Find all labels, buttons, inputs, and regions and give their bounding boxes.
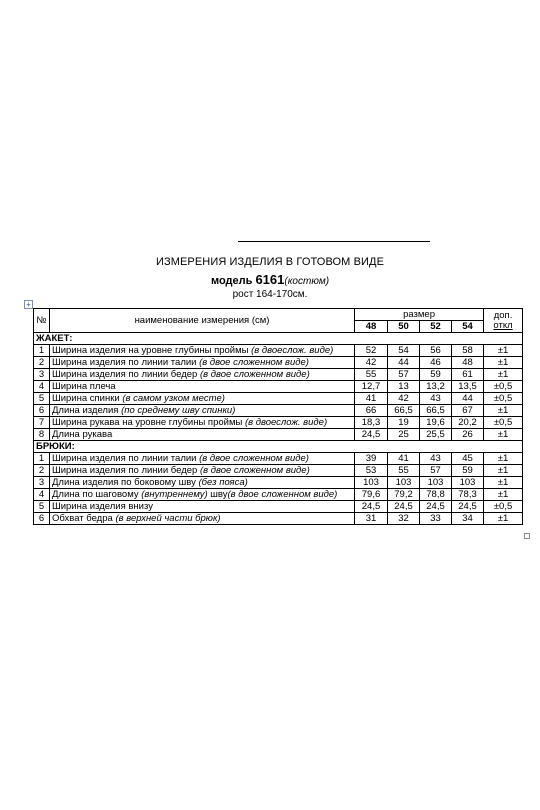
size-value: 59 bbox=[420, 369, 452, 381]
measurement-name: Длина изделия bbox=[52, 405, 119, 416]
col-header-number: № bbox=[34, 309, 50, 333]
size-52: 52 bbox=[420, 321, 452, 333]
size-value: 57 bbox=[388, 369, 420, 381]
measurement-name-cell bbox=[50, 501, 355, 513]
measurement-note: (в двое сложенном виде) bbox=[199, 465, 310, 476]
size-value: 34 bbox=[452, 513, 484, 525]
size-value: 13,5 bbox=[452, 381, 484, 393]
tolerance-value: ±1 bbox=[484, 405, 523, 417]
measurement-name-cell bbox=[50, 417, 355, 429]
measurement-name: Длина рукава bbox=[52, 429, 113, 440]
size-value: 78,8 bbox=[420, 489, 452, 501]
size-value: 103 bbox=[388, 477, 420, 489]
row-number: 2 bbox=[34, 465, 50, 477]
measurement-name: Ширина изделия по линии бедер bbox=[52, 465, 198, 476]
size-value: 33 bbox=[420, 513, 452, 525]
size-value: 103 bbox=[452, 477, 484, 489]
size-value: 52 bbox=[355, 345, 388, 357]
size-value: 66,5 bbox=[388, 405, 420, 417]
table-row bbox=[34, 465, 523, 477]
size-value: 26 bbox=[452, 429, 484, 441]
measurement-name-cell bbox=[50, 429, 355, 441]
table-row bbox=[34, 501, 523, 513]
row-number: 6 bbox=[34, 513, 50, 525]
row-number: 4 bbox=[34, 489, 50, 501]
size-value: 58 bbox=[452, 345, 484, 357]
tolerance-value: ±1 bbox=[484, 465, 523, 477]
measurement-name-cell bbox=[50, 453, 355, 465]
measurement-note: (без пояса) bbox=[198, 477, 248, 488]
tolerance-value: ±0,5 bbox=[484, 501, 523, 513]
size-value: 53 bbox=[355, 465, 388, 477]
table-row bbox=[34, 381, 523, 393]
measurement-name-cell bbox=[50, 489, 355, 501]
height-range: рост 164-170см. bbox=[232, 289, 308, 300]
table-row bbox=[34, 417, 523, 429]
row-number: 1 bbox=[34, 453, 50, 465]
measurement-name-cell bbox=[50, 393, 355, 405]
col-header-tolerance bbox=[484, 309, 523, 333]
size-value: 24,5 bbox=[388, 501, 420, 513]
size-value: 56 bbox=[420, 345, 452, 357]
size-value: 103 bbox=[420, 477, 452, 489]
col-header-tolerance-2: откл bbox=[493, 319, 513, 331]
measurement-note: (в двое сложенном виде) bbox=[199, 369, 310, 380]
measurement-name-cell bbox=[50, 513, 355, 525]
size-value: 42 bbox=[355, 357, 388, 369]
measurement-name: Ширина изделия на уровне глубины проймы bbox=[52, 345, 249, 356]
table-row bbox=[34, 393, 523, 405]
measurement-name: Обхват бедра bbox=[52, 513, 113, 524]
header-rule bbox=[238, 241, 430, 242]
row-number: 3 bbox=[34, 369, 50, 381]
table-move-handle-icon[interactable]: + bbox=[24, 300, 33, 309]
size-value: 55 bbox=[388, 465, 420, 477]
size-value: 25 bbox=[388, 429, 420, 441]
measurement-name-cell bbox=[50, 405, 355, 417]
tolerance-value: ±0,5 bbox=[484, 417, 523, 429]
table-row bbox=[34, 477, 523, 489]
size-value: 12,7 bbox=[355, 381, 388, 393]
size-value: 59 bbox=[452, 465, 484, 477]
size-value: 66,5 bbox=[420, 405, 452, 417]
measurement-note: (в двое сложенном виде) bbox=[227, 489, 338, 500]
size-value: 57 bbox=[420, 465, 452, 477]
table-row bbox=[34, 489, 523, 501]
size-value: 61 bbox=[452, 369, 484, 381]
size-value: 19,6 bbox=[420, 417, 452, 429]
size-value: 18,3 bbox=[355, 417, 388, 429]
row-number: 2 bbox=[34, 357, 50, 369]
table-row bbox=[34, 513, 523, 525]
measurement-name: Ширина спинки bbox=[52, 393, 120, 404]
measurement-name: Ширина плеча bbox=[52, 381, 116, 392]
size-value: 39 bbox=[355, 453, 388, 465]
size-value: 46 bbox=[420, 357, 452, 369]
size-48: 48 bbox=[355, 321, 388, 333]
section-row bbox=[34, 333, 523, 345]
row-number: 5 bbox=[34, 393, 50, 405]
size-value: 13,2 bbox=[420, 381, 452, 393]
measurement-name: Ширина изделия внизу bbox=[52, 501, 153, 512]
section-title: ЖАКЕТ: bbox=[34, 333, 523, 345]
measurements-table-body bbox=[34, 309, 523, 525]
tolerance-value: ±1 bbox=[484, 429, 523, 441]
size-50: 50 bbox=[388, 321, 420, 333]
size-value: 44 bbox=[388, 357, 420, 369]
measurement-name: Ширина изделия по линии бедер bbox=[52, 369, 198, 380]
measurement-name-cell bbox=[50, 477, 355, 489]
size-value: 43 bbox=[420, 453, 452, 465]
tolerance-value: ±0,5 bbox=[484, 381, 523, 393]
measurement-note: (в двое сложенном виде) bbox=[199, 453, 309, 464]
model-note: (костюм) bbox=[284, 276, 330, 287]
row-number: 4 bbox=[34, 381, 50, 393]
measurement-note: (в самом узком месте) bbox=[122, 393, 225, 404]
measurement-name-suffix: шву bbox=[207, 489, 228, 500]
model-number: 6161 bbox=[255, 272, 285, 287]
row-number: 6 bbox=[34, 405, 50, 417]
measurement-name-cell bbox=[50, 345, 355, 357]
measurement-name: Длина изделия по боковому шву bbox=[52, 477, 196, 488]
table-resize-handle-icon[interactable] bbox=[524, 533, 530, 539]
measurement-name: Длина по шаговому bbox=[52, 489, 139, 500]
table-row bbox=[34, 453, 523, 465]
tolerance-value: ±1 bbox=[484, 369, 523, 381]
size-value: 24,5 bbox=[420, 501, 452, 513]
measurement-name-cell bbox=[50, 369, 355, 381]
model-line bbox=[0, 272, 540, 287]
measurement-note: (в верхней части брюк) bbox=[115, 513, 221, 524]
size-value: 67 bbox=[452, 405, 484, 417]
measurements-table bbox=[33, 308, 523, 525]
table-row bbox=[34, 369, 523, 381]
size-value: 45 bbox=[452, 453, 484, 465]
table-row bbox=[34, 405, 523, 417]
measurement-name: Ширина изделия по линии талии bbox=[52, 357, 197, 368]
measurement-name: Ширина рукава на уровне глубины проймы bbox=[52, 417, 243, 428]
size-value: 19 bbox=[388, 417, 420, 429]
size-value: 44 bbox=[452, 393, 484, 405]
tolerance-value: ±1 bbox=[484, 489, 523, 501]
size-value: 54 bbox=[388, 345, 420, 357]
section-title: БРЮКИ: bbox=[34, 441, 523, 453]
measurement-note: (в двоеслож. виде) bbox=[244, 417, 328, 428]
size-value: 55 bbox=[355, 369, 388, 381]
measurement-note: (в двое сложенном виде) bbox=[199, 357, 309, 368]
size-value: 43 bbox=[420, 393, 452, 405]
model-label: модель bbox=[210, 275, 253, 287]
measurement-note: (по среднему шву спинки) bbox=[121, 405, 236, 416]
size-value: 79,6 bbox=[355, 489, 388, 501]
size-value: 24,5 bbox=[355, 501, 388, 513]
row-number: 5 bbox=[34, 501, 50, 513]
tolerance-value: ±1 bbox=[484, 477, 523, 489]
size-value: 13 bbox=[388, 381, 420, 393]
section-row bbox=[34, 441, 523, 453]
size-value: 20,2 bbox=[452, 417, 484, 429]
row-number: 1 bbox=[34, 345, 50, 357]
size-value: 31 bbox=[355, 513, 388, 525]
size-value: 66 bbox=[355, 405, 388, 417]
size-value: 41 bbox=[355, 393, 388, 405]
measurement-note: (в двоеслож. виде) bbox=[251, 345, 334, 356]
tolerance-value: ±1 bbox=[484, 453, 523, 465]
size-value: 42 bbox=[388, 393, 420, 405]
row-number: 8 bbox=[34, 429, 50, 441]
size-54: 54 bbox=[452, 321, 484, 333]
tolerance-value: ±0,5 bbox=[484, 393, 523, 405]
size-value: 24,5 bbox=[355, 429, 388, 441]
table-row bbox=[34, 429, 523, 441]
size-value: 32 bbox=[388, 513, 420, 525]
size-value: 48 bbox=[452, 357, 484, 369]
tolerance-value: ±1 bbox=[484, 345, 523, 357]
measurement-name-cell bbox=[50, 465, 355, 477]
table-row bbox=[34, 345, 523, 357]
row-number: 3 bbox=[34, 477, 50, 489]
size-value: 41 bbox=[388, 453, 420, 465]
size-value: 79,2 bbox=[388, 489, 420, 501]
size-value: 25,5 bbox=[420, 429, 452, 441]
table-header-row bbox=[34, 309, 523, 321]
col-header-name: наименование измерения (см) bbox=[50, 309, 355, 333]
row-number: 7 bbox=[34, 417, 50, 429]
size-value: 24,5 bbox=[452, 501, 484, 513]
col-header-size: размер bbox=[355, 309, 484, 321]
measurement-name: Ширина изделия по линии талии bbox=[52, 453, 197, 464]
tolerance-value: ±1 bbox=[484, 513, 523, 525]
tolerance-value: ±1 bbox=[484, 357, 523, 369]
table-row bbox=[34, 357, 523, 369]
measurement-name-cell bbox=[50, 381, 355, 393]
measurement-name-cell bbox=[50, 357, 355, 369]
col-header-tolerance-1: доп. bbox=[493, 309, 513, 321]
measurement-note-inner: (внутреннему) bbox=[141, 489, 208, 500]
document-title: ИЗМЕРЕНИЯ ИЗДЕЛИЯ В ГОТОВОМ ВИДЕ bbox=[155, 256, 385, 268]
size-value: 103 bbox=[355, 477, 388, 489]
size-value: 78,3 bbox=[452, 489, 484, 501]
